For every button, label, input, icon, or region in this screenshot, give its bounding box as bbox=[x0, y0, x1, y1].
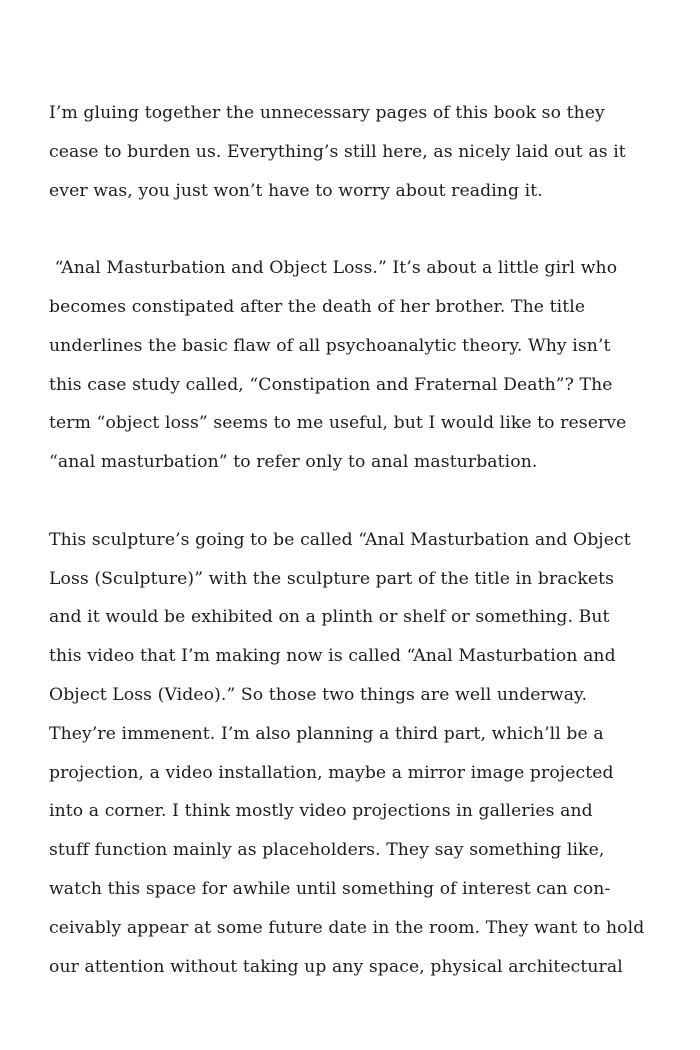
text-line: Loss (Sculpture)” with the sculpture part of the title in brackets bbox=[49, 568, 615, 589]
text-line: Object Loss (Video).” So those two things are well underway. bbox=[49, 684, 588, 705]
text-line: this video that I’m making now is called “Anal Masturbation and bbox=[49, 646, 616, 667]
text-line: into a corner. I think mostly video projections in galleries and bbox=[49, 801, 593, 822]
text-line: stuff function mainly as placeholders. They say something like, bbox=[49, 840, 605, 861]
text-line: “Anal Masturbation and Object Loss.” It’s about a little girl who bbox=[49, 258, 618, 279]
text-line: projection, a video installation, maybe a mirror image projected bbox=[49, 762, 614, 783]
text-line: and it would be exhibited on a plinth or shelf or something. But bbox=[49, 607, 610, 628]
text-line: cease to burden us. Everything’s still here, as nicely laid out as it bbox=[49, 141, 626, 162]
text-line: ever was, you just won’t have to worry about reading it. bbox=[49, 180, 543, 201]
paragraph-3 bbox=[49, 521, 653, 987]
text-line: I’m gluing together the unnecessary pages of this book so they bbox=[49, 103, 605, 123]
paragraph-1 bbox=[49, 94, 653, 210]
text-line: term “object loss” seems to me useful, but I would like to reserve bbox=[49, 413, 627, 434]
text-line: watch this space for awhile until something of interest can con- bbox=[49, 878, 611, 899]
text-line: becomes constipated after the death of her brother. The title bbox=[49, 296, 586, 317]
text-line: “anal masturbation” to refer only to anal masturbation. bbox=[49, 452, 538, 473]
paragraph-2 bbox=[49, 249, 653, 482]
text-line: this case study called, “Constipation and Fraternal Death”? The bbox=[49, 374, 613, 395]
text-line: ceivably appear at some future date in the room. They want to hold bbox=[49, 917, 645, 938]
text-line: our attention without taking up any space, physical architectural bbox=[49, 956, 623, 977]
text-line: underlines the basic flaw of all psychoanalytic theory. Why isn’t bbox=[49, 335, 611, 356]
text-line: They’re immenent. I’m also planning a third part, which’ll be a bbox=[49, 723, 604, 744]
text-line: This sculpture’s going to be called “Anal Masturbation and Object bbox=[49, 529, 631, 550]
document-page bbox=[49, 94, 653, 986]
